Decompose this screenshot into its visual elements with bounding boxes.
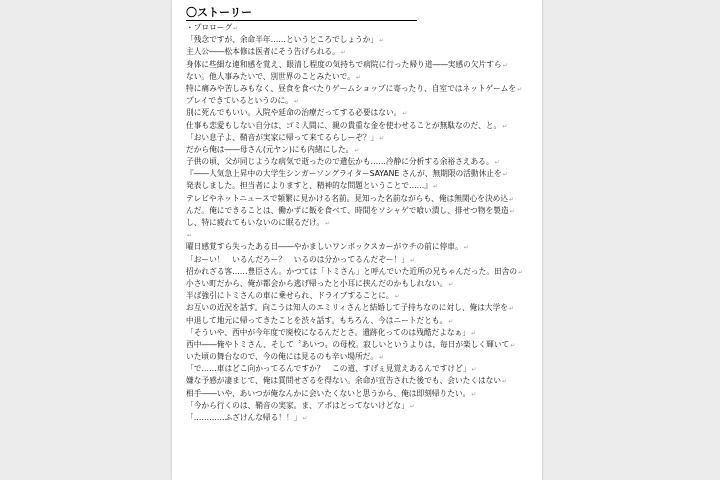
text-line — [186, 241, 534, 253]
text-line — [186, 278, 534, 290]
line-text: んだ。俺にできることは、働かずに飯を食べて、時間をソシャゲで喰い潰し、排せつ物を製造 — [186, 205, 509, 215]
text-line — [186, 290, 534, 302]
text-line — [186, 156, 534, 168]
line-text: 西中――俺やトミさん、そして〝あいつ〟の母校。寂しいというよりは、毎日が楽しく輝いて — [186, 339, 510, 349]
line-text: テレビやネットニュースで頻繁に見かける名前。見知った名前ながらも、俺は無関心を決め込 — [186, 193, 509, 203]
text-line — [186, 363, 534, 375]
line-text: ない。他人事みたいで、別世界のことみたいで。 — [186, 71, 355, 81]
line-text: 「おい息子よ、鞘音が実家に帰って来てるらしーぞ？」 — [186, 132, 379, 142]
text-line — [186, 144, 534, 156]
document-page[interactable] — [172, 0, 542, 480]
paragraph-mark-icon: ↵ — [379, 37, 385, 45]
text-line — [186, 412, 534, 424]
text-line — [186, 339, 534, 351]
line-text: ・プロローグ — [186, 23, 233, 32]
line-text: 「おーい！ いるんだろー？ いるのは分かってるんだぞー！」 — [186, 254, 409, 264]
paragraph-mark-icon: ↵ — [354, 146, 360, 154]
paragraph-mark-icon: ↵ — [187, 232, 193, 240]
paragraph-mark-icon: ↵ — [509, 195, 515, 203]
line-text: 仕事も恋愛もしない自分は、ゴミ人間に、親の貴重な金を使わせることが無駄なのだ、と。 — [186, 120, 502, 130]
line-text: 中退して地元に帰ってきたことを渋々話す。もちろん、今はニートだとも。 — [186, 315, 448, 325]
line-text: だから俺は――母さん(元ヤン)にも内緒にした。 — [186, 144, 354, 154]
line-text: し、特に疲れてもいないのに眠るだけ。 — [186, 218, 325, 227]
line-text: 発表しました。担当者によりますと、精神的な問題ということで……』 — [186, 181, 433, 191]
text-line — [186, 266, 534, 278]
text-line — [186, 83, 534, 95]
paragraph-mark-icon: ↵ — [402, 110, 408, 118]
paragraph-mark-icon: ↵ — [517, 85, 523, 93]
paragraph-mark-icon: ↵ — [448, 280, 454, 288]
text-line — [186, 71, 534, 83]
paragraph-mark-icon: ↵ — [394, 293, 400, 301]
text-line — [186, 120, 534, 132]
paragraph-mark-icon: ↵ — [325, 220, 331, 227]
text-line — [186, 302, 534, 314]
paragraph-mark-icon: ↵ — [355, 73, 361, 81]
line-text: 相手――いや、あいつが俺なんかに会いたくないと思うから、俺は即刻帰りたい。 — [186, 388, 471, 398]
text-line — [186, 132, 534, 144]
line-text: 「…………ふざけんな帰る！！」 — [186, 413, 302, 422]
paragraph-mark-icon: ↵ — [502, 61, 508, 69]
text-line — [186, 327, 534, 339]
line-text: いた頃の舞台なので、今の俺には見るのも辛い場所だ。 — [186, 352, 379, 362]
line-text: 子供の頃、父が同じような病気で逝ったので遺伝かも……冷静に分析する余裕さえある。 — [186, 157, 494, 167]
text-line — [186, 107, 534, 119]
paragraph-mark-icon: ↵ — [502, 171, 508, 179]
line-text: 小さい町だから、俺が都会から逃げ帰ったと小耳に挟んだのかもしれない。 — [186, 278, 448, 288]
story-body[interactable] — [186, 22, 534, 424]
paragraph-mark-icon: ↵ — [510, 341, 516, 349]
text-line — [186, 168, 534, 180]
paragraph-mark-icon: ↵ — [302, 415, 308, 422]
text-line — [186, 229, 534, 241]
paragraph-mark-icon: ↵ — [433, 183, 439, 191]
paragraph-mark-icon: ↵ — [471, 366, 477, 374]
line-text: 別に死んでもいい。入院や延命の治療だってする必要はない。 — [186, 108, 402, 118]
paragraph-mark-icon: ↵ — [379, 354, 385, 362]
story-heading: 〇ストーリー — [186, 6, 417, 21]
paragraph-mark-icon: ↵ — [293, 98, 299, 106]
line-text: プレイできているというのに。 — [186, 96, 293, 106]
text-line — [186, 217, 534, 229]
paragraph-mark-icon: ↵ — [518, 268, 524, 276]
line-text: 「そういや、西中が今年度で廃校になるんだとさ。遺跡化ってのは残酷だよなぁ」 — [186, 327, 470, 337]
paragraph-mark-icon: ↵ — [508, 305, 514, 313]
text-line — [186, 22, 534, 34]
line-text: 嫌な予感が凄まじて、俺は質問せざるを得ない。余命が宣告された後でも、会いたくはない — [186, 376, 502, 386]
line-text: 『――人気急上昇中の大学生シンガーソングライターSAYANE さんが、無期限の活動休止を — [186, 169, 502, 179]
text-line — [186, 254, 534, 266]
text-line — [186, 95, 534, 107]
text-line — [186, 193, 534, 205]
line-text: お互いの近況を話す。向こうは知人のエミリィさんと結婚して子持ちなのに対し、俺は大学を — [186, 303, 508, 313]
text-line — [186, 375, 534, 387]
line-text: 半ば強引にトミさんの車に乗せられ、ドライブすることに。 — [186, 291, 394, 301]
paragraph-mark-icon: ↵ — [409, 256, 415, 264]
line-text: 特に痛みや苦しみもなく、昼食を食べたりゲームショップに寄ったり、自室ではネットゲームを — [186, 83, 517, 93]
text-line — [186, 205, 534, 217]
text-line — [186, 180, 534, 192]
paragraph-mark-icon: ↵ — [502, 378, 508, 386]
text-line — [186, 59, 534, 71]
text-line — [186, 315, 534, 327]
line-text: 「今から行くのは、鞘音の実家。ま、アポはとってないけどな」 — [186, 400, 409, 410]
paragraph-mark-icon: ↵ — [233, 25, 239, 32]
paragraph-mark-icon: ↵ — [494, 159, 500, 167]
paragraph-mark-icon: ↵ — [379, 134, 385, 142]
line-text: 曜日感覚すら失ったある日――やかましいワンボックスカーがウチの前に停車。 — [186, 242, 463, 252]
paragraph-mark-icon: ↵ — [340, 49, 346, 57]
line-text: 「残念ですが、余命半年……というところでしょうか」 — [186, 35, 379, 45]
paragraph-mark-icon: ↵ — [509, 207, 515, 215]
line-text: 「で……車はどこ向かってるんですか？ この道、すげぇ見覚えあるんですけど」 — [186, 364, 471, 374]
paragraph-mark-icon: ↵ — [463, 244, 469, 252]
text-line — [186, 34, 534, 46]
paragraph-mark-icon: ↵ — [470, 329, 477, 337]
text-line — [186, 351, 534, 363]
paragraph-mark-icon: ↵ — [409, 402, 415, 410]
text-line — [186, 400, 534, 412]
line-text: 身体に些細な違和感を覚え、眼清し程度の気持ちで病院に行った帰り道――実感の欠片すら — [186, 59, 502, 69]
line-text: 主人公――松本修は医者にそう告げられる。 — [186, 47, 340, 57]
paragraph-mark-icon: ↵ — [502, 122, 508, 130]
text-line — [186, 46, 534, 58]
paragraph-mark-icon: ↵ — [448, 317, 454, 325]
paragraph-mark-icon: ↵ — [471, 390, 477, 398]
text-line — [186, 388, 534, 400]
line-text: 招かれざる客……豊臣さん。かつては「トミさん」と呼んでいた近所の兄ちゃんだった。田舎の — [186, 266, 518, 276]
